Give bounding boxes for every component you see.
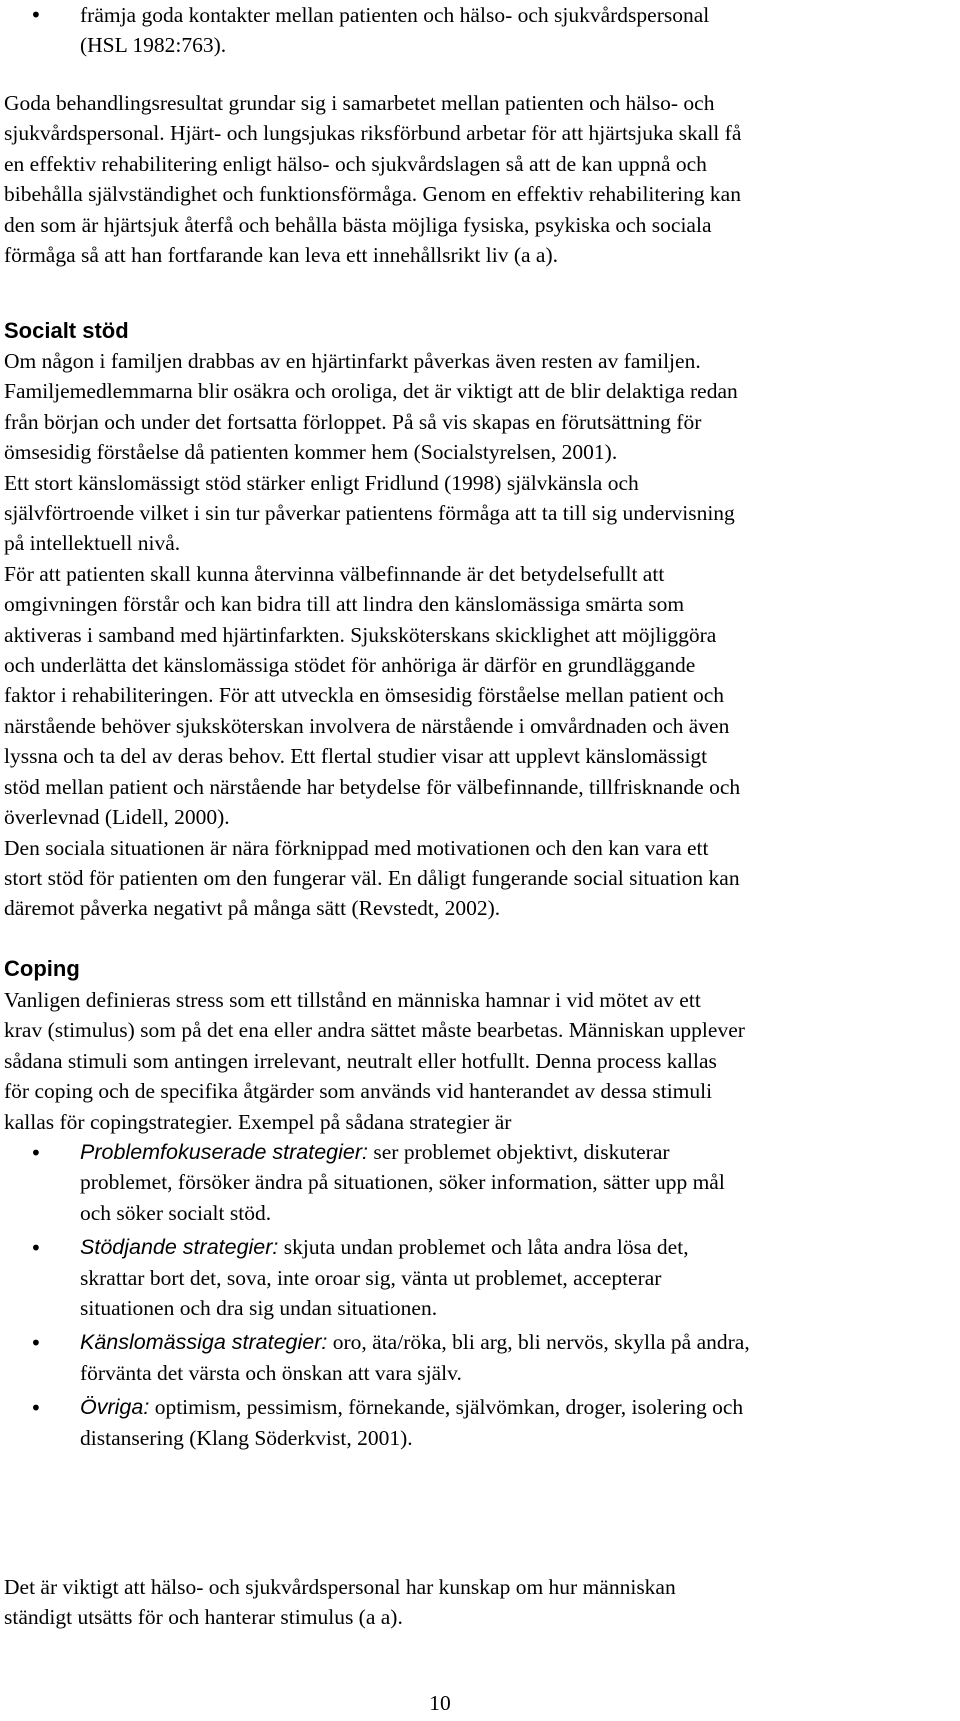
text-line: förmåga så att han fortfarande kan leva ett innehållsrikt liv (a a). — [4, 243, 558, 268]
text-line: aktiveras i samband med hjärtinfarkten. Sjuksköterskans skicklighet att möjliggöra — [4, 622, 717, 647]
text-line: närstående behöver sjuksköterskan involvera de närstående i omvårdnaden och även — [4, 713, 730, 738]
page-number: 10 — [429, 1691, 451, 1715]
text-line: Det är viktigt att hälso- och sjukvårdspersonal har kunskap om hur människan — [4, 1575, 676, 1599]
strategy-label: Stödjande strategier: — [80, 1235, 279, 1260]
text-line — [80, 1137, 950, 1167]
text-line: omgivningen förstår och kan bidra till att lindra den känslomässiga smärta som — [4, 592, 685, 617]
text-line — [80, 1232, 950, 1262]
strategy-text: skjuta undan problemet och låta andra lösa det, — [278, 1235, 689, 1260]
bullet-icon: • — [30, 1141, 42, 1165]
text-line: och söker socialt stöd. — [80, 1200, 272, 1225]
text-line: överlevnad (Lidell, 2000). — [4, 805, 230, 830]
text-line: och underlätta det känslomässiga stödet för anhöriga är därför en grundläggande — [4, 653, 696, 678]
bullet-icon: • — [30, 1331, 42, 1356]
text-line: situationen och dra sig undan situationen. — [80, 1296, 438, 1321]
text-line — [80, 1392, 950, 1422]
bullet-icon: • — [30, 1236, 42, 1261]
list-item — [30, 1232, 950, 1323]
text-line: Familjemedlemmarna blir osäkra och oroliga, det är viktigt att de blir delaktiga redan — [4, 379, 738, 404]
strategy-label: Problemfokuserade strategier: — [80, 1140, 369, 1164]
coping-body — [4, 985, 956, 1137]
text-line: självförtroende vilket i sin tur påverkar patientens förmåga att ta till sig undervisning — [4, 501, 735, 526]
strategy-label: Känslomässiga strategier: — [80, 1330, 328, 1355]
list-item — [30, 1137, 950, 1228]
text-line: stöd mellan patient och närstående har betydelse för välbefinnande, tillfrisknande och — [4, 774, 741, 799]
text-line: (HSL 1982:763). — [80, 33, 227, 58]
bullet-icon: • — [30, 1396, 42, 1421]
text-line: faktor i rehabiliteringen. För att utveckla en ömsesidig förståelse mellan patient och — [4, 683, 725, 708]
text-line: kallas för copingstrategier. Exempel på sådana strategier är — [4, 1109, 512, 1134]
text-line: från början och under det fortsatta förloppet. På så vis skapas en förutsättning för — [4, 409, 702, 434]
socialt-stod-body — [4, 346, 956, 924]
text-line: lyssna och ta del av deras behov. Ett flertal studier visar att upplevt känslomässigt — [4, 744, 708, 769]
text-line: förvänta det värsta och önskan att vara själv. — [80, 1360, 462, 1385]
closing-paragraph — [4, 1572, 956, 1633]
text-line: en effektiv rehabilitering enligt hälso- och sjukvårdslagen så att de kan uppnå och — [4, 151, 707, 176]
text-line: skrattar bort det, sova, inte oroar sig, vänta ut problemet, accepterar — [80, 1265, 662, 1290]
strategy-label: Övriga: — [80, 1395, 150, 1420]
strategy-text: oro, äta/röka, bli arg, bli nervös, skylla på andra, — [327, 1330, 750, 1355]
text-line — [80, 1327, 950, 1357]
text-line: på intellektuell nivå. — [4, 531, 181, 556]
text-line: Om någon i familjen drabbas av en hjärtinfarkt påverkas även resten av familjen. — [4, 349, 701, 373]
text-line: Den sociala situationen är nära förknippad med motivationen och den kan vara ett — [4, 835, 709, 860]
text-line: För att patienten skall kunna återvinna välbefinnande är det betydelsefullt att — [4, 561, 665, 586]
section-heading-socialt-stod: Socialt stöd — [4, 318, 129, 343]
text-line: för coping och de specifika åtgärder som används vid hanterandet av dessa stimuli — [4, 1079, 713, 1104]
text-line: bibehålla självständighet och funktionsförmåga. Genom en effektiv rehabilitering kan — [4, 182, 741, 207]
text-line: ständigt utsätts för och hanterar stimulus (a a). — [4, 1605, 403, 1630]
text-line: Goda behandlingsresultat grundar sig i samarbetet mellan patienten och hälso- och — [4, 91, 715, 115]
text-line: stort stöd för patienten om den fungerar väl. En dåligt fungerande social situation kan — [4, 865, 740, 890]
text-line: sådana stimuli som antingen irrelevant, neutralt eller hotfullt. Denna process kallas — [4, 1048, 717, 1073]
text-line: sjukvårdspersonal. Hjärt- och lungsjukas riksförbund arbetar för att hjärtsjuka skall få — [4, 121, 742, 146]
text-line: Vanligen definieras stress som ett tillstånd en människa hamnar i vid mötet av ett — [4, 988, 701, 1012]
text-line: problemet, försöker ändra på situationen, söker information, sätter upp mål — [80, 1170, 725, 1195]
coping-strategies-list — [30, 1137, 950, 1457]
bullet-icon: • — [30, 3, 42, 27]
intro-paragraph — [4, 88, 956, 270]
text-line: distansering (Klang Söderkvist, 2001). — [80, 1425, 413, 1450]
list-item — [30, 1327, 950, 1388]
text-line: krav (stimulus) som på det ena eller andra sättet måste bearbetas. Människan upplever — [4, 1018, 745, 1043]
strategy-text: optimism, pessimism, förnekande, självömkan, droger, isolering och — [149, 1395, 744, 1420]
section-heading-coping: Coping — [4, 956, 80, 981]
text-line: däremot påverka negativt på många sätt (Revstedt, 2002). — [4, 896, 501, 921]
strategy-text: ser problemet objektivt, diskuterar — [368, 1140, 670, 1164]
top-bullet-list — [30, 0, 950, 61]
text-line: främja goda kontakter mellan patienten och hälso- och sjukvårdspersonal — [80, 3, 710, 27]
text-line: Ett stort känslomässigt stöd stärker enligt Fridlund (1998) självkänsla och — [4, 470, 639, 495]
text-line: ömsesidig förståelse då patienten kommer hem (Socialstyrelsen, 2001). — [4, 440, 618, 465]
text-line: den som är hjärtsjuk återfå och behålla bästa möjliga fysiska, psykiska och sociala — [4, 212, 712, 237]
list-item — [30, 1392, 950, 1453]
list-item — [30, 0, 950, 61]
